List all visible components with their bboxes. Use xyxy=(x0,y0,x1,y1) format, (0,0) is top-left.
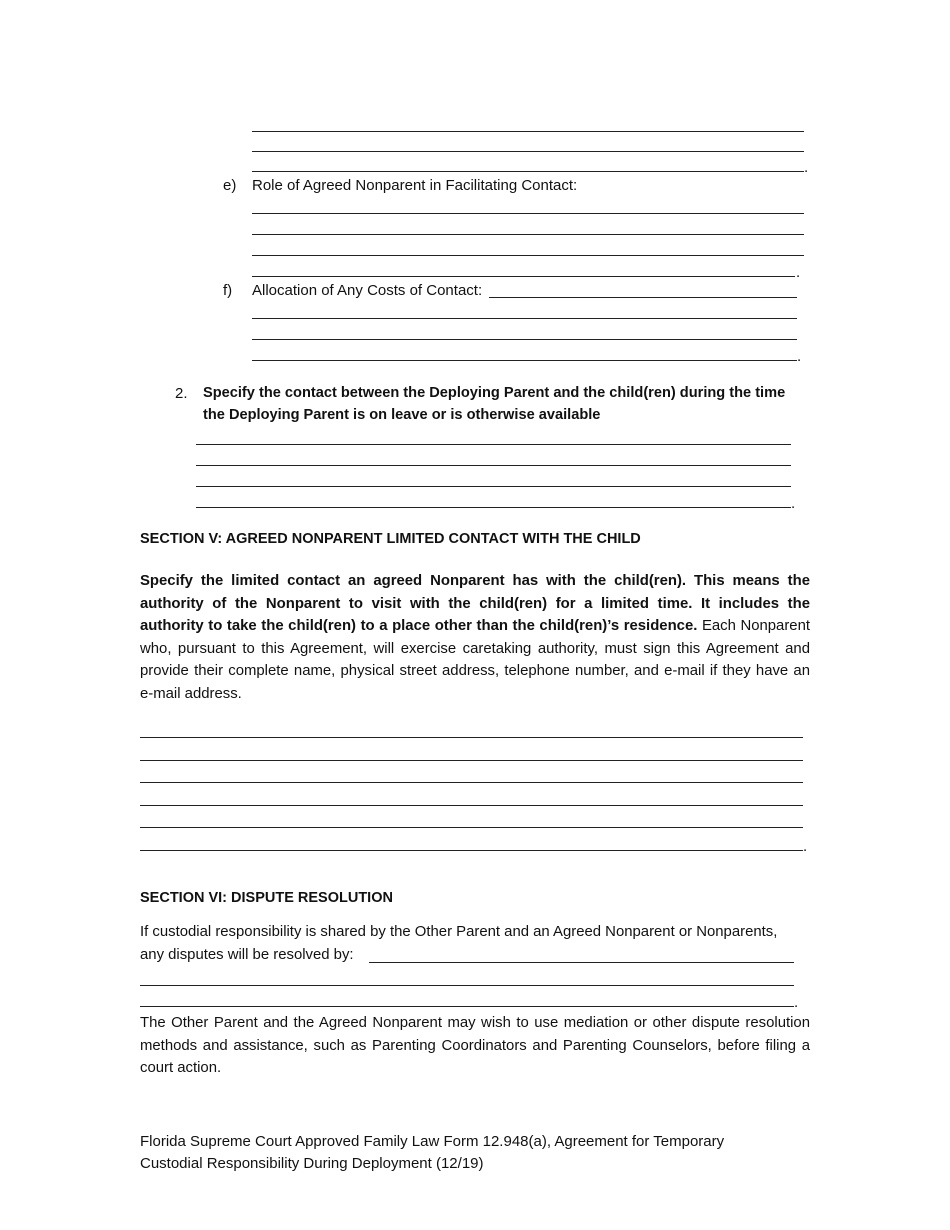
end-period: . xyxy=(803,838,808,855)
form-footer xyxy=(140,1131,820,1175)
blank-line[interactable] xyxy=(196,486,791,487)
blank-line[interactable] xyxy=(252,131,804,132)
end-period: . xyxy=(804,159,809,176)
blank-line[interactable] xyxy=(252,234,804,235)
blank-line[interactable] xyxy=(252,171,804,172)
item-2-text: Specify the contact between the Deploying Parent and the child(ren) during the time the Deploying Parent is on leave or is otherwise available xyxy=(203,385,786,423)
item-f-label: Allocation of Any Costs of Contact: xyxy=(252,282,483,299)
item-e-label: Role of Agreed Nonparent in Facilitating Contact: xyxy=(252,177,578,194)
blank-line[interactable] xyxy=(369,962,794,963)
footer-line-2: Custodial Responsibility During Deployment (12/19) xyxy=(140,1155,484,1172)
blank-line[interactable] xyxy=(140,760,803,761)
blank-line[interactable] xyxy=(252,213,804,214)
blank-line[interactable] xyxy=(140,805,803,806)
blank-line[interactable] xyxy=(252,318,797,319)
end-period: . xyxy=(794,994,799,1011)
section-v-paragraph xyxy=(140,570,810,706)
section-vi-note: The Other Parent and the Agreed Nonparent may wish to use mediation or other dispute resolution methods and assistance, such as Parenting Coordinators and Parenting Counselors, before filing a court action. xyxy=(140,1015,810,1077)
blank-line[interactable] xyxy=(252,151,804,152)
blank-line[interactable] xyxy=(252,276,795,277)
section-v-normal-text: Each Nonparent who, pursuant to this Agreement, will exercise caretaking authority, must sign this Agreement and provide their complete name, physical street address, telephone number, and e-mail if they have an e-mail address. xyxy=(140,618,810,702)
blank-line[interactable] xyxy=(252,255,804,256)
blank-line[interactable] xyxy=(489,297,797,298)
blank-line[interactable] xyxy=(140,827,803,828)
blank-line[interactable] xyxy=(140,782,803,783)
blank-line[interactable] xyxy=(196,507,791,508)
end-period: . xyxy=(791,495,796,512)
blank-line[interactable] xyxy=(140,850,803,851)
blank-line[interactable] xyxy=(252,360,797,361)
blank-line[interactable] xyxy=(140,1006,794,1007)
section-v-heading: SECTION V: AGREED NONPARENT LIMITED CONTACT WITH THE CHILD xyxy=(140,531,641,547)
end-period: . xyxy=(797,348,802,365)
section-v-bold-text: Specify the limited contact an agreed Nonparent has with the child(ren). This means the authority of the Nonparent to visit with the child(ren) for a limited time. It includes the authority to take the child(ren) to a place other than the child(ren)’s residence. xyxy=(140,573,810,635)
blank-line[interactable] xyxy=(252,339,797,340)
end-period: . xyxy=(796,264,801,281)
section-vi-intro-line1: If custodial responsibility is shared by the Other Parent and an Agreed Nonparent or Nonparents, xyxy=(140,924,778,940)
footer-line-1: Florida Supreme Court Approved Family Law Form 12.948(a), Agreement for Temporary xyxy=(140,1133,725,1150)
blank-line[interactable] xyxy=(140,985,794,986)
section-vi-intro-line2: any disputes will be resolved by: xyxy=(140,947,354,963)
blank-line[interactable] xyxy=(196,444,791,445)
section-vi-heading: SECTION VI: DISPUTE RESOLUTION xyxy=(140,890,393,906)
blank-line[interactable] xyxy=(140,737,803,738)
item-e-letter: e) xyxy=(223,177,237,194)
blank-line[interactable] xyxy=(196,465,791,466)
item-2-number: 2. xyxy=(175,385,188,402)
item-f-letter: f) xyxy=(223,282,233,299)
